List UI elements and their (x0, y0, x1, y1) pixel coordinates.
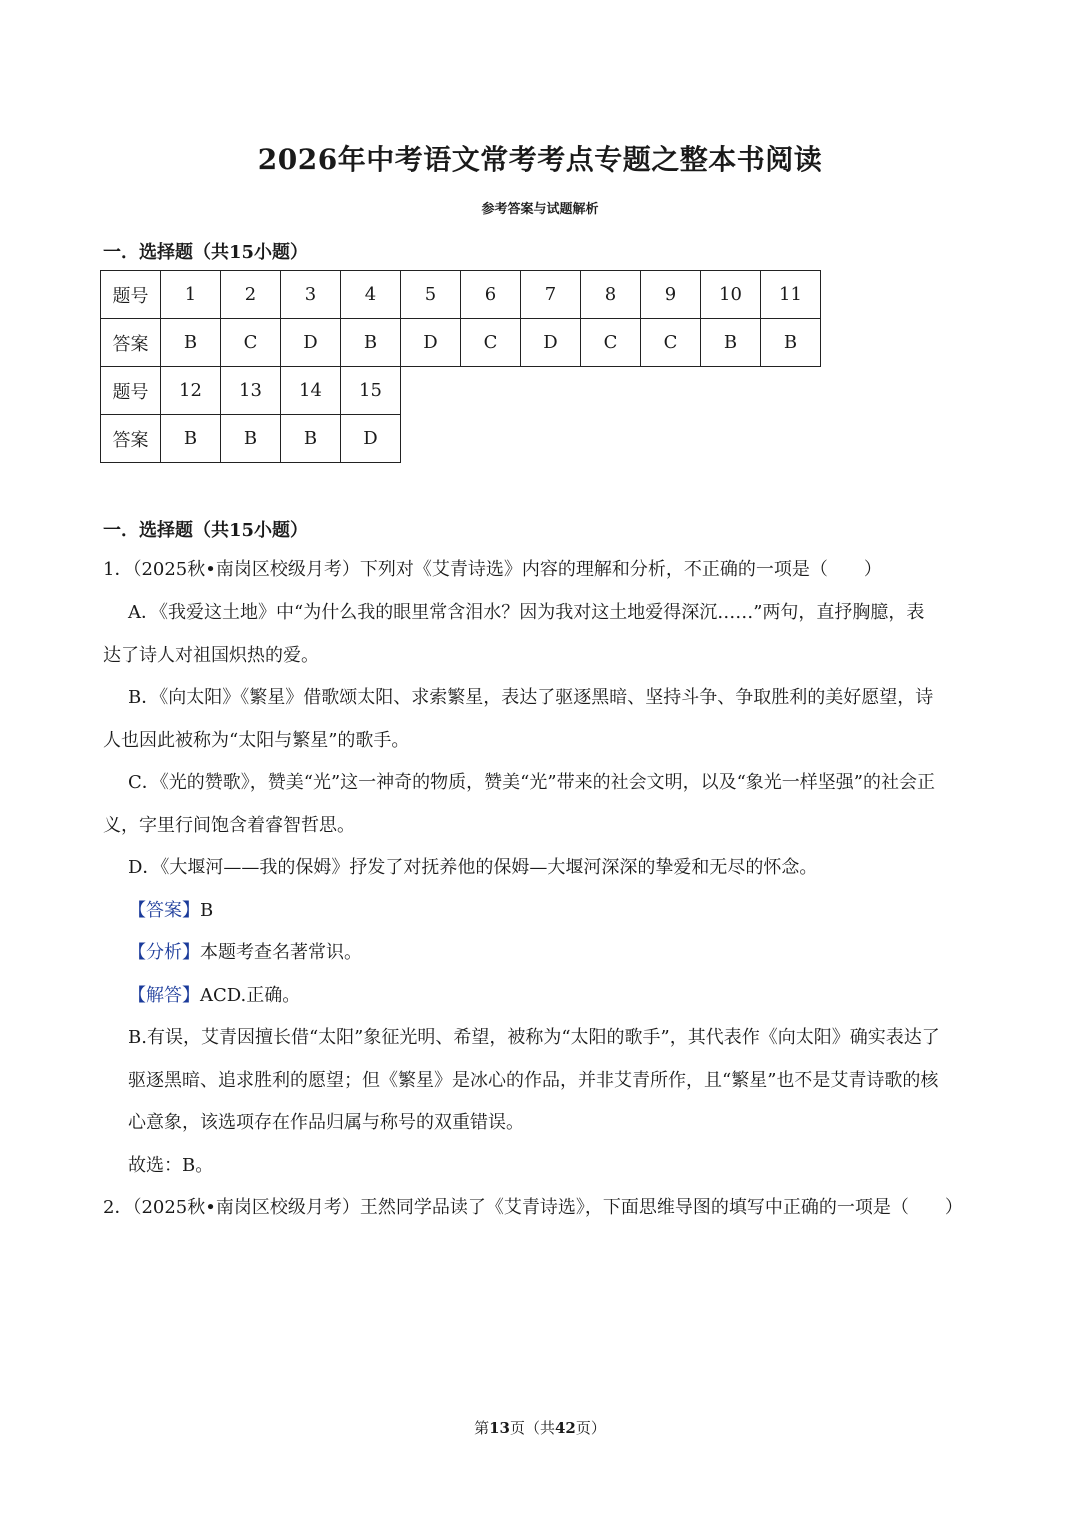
answer-line (128, 899, 1008, 923)
solution-text: ACD.正确。 (200, 985, 301, 1006)
empty-cell (461, 367, 521, 415)
table-cell: B (161, 415, 221, 463)
solution-tag: 【解答】 (128, 985, 200, 1006)
choice-line: 故选：B。 (128, 1155, 214, 1176)
answer-value: B (200, 900, 214, 921)
explanation-line-1: B.有误，艾青因擅长借“太阳”象征光明、希望，被称为“太阳的歌手”，其代表作《向太阳》确实表达了 (128, 1027, 940, 1048)
table-row (101, 415, 821, 463)
empty-cell (581, 367, 641, 415)
analysis-tag: 【分析】 (128, 942, 200, 963)
question-1-stem: 1．（2025秋•南岗区校级月考）下列对《艾青诗选》内容的理解和分析，不正确的一项是（ ） (103, 559, 882, 580)
empty-cell (761, 367, 821, 415)
table-cell: D (341, 415, 401, 463)
question-1-option-c: C．《光的赞歌》，赞美“光”这一神奇的物质，赞美“光”带来的社会文明，以及“象光一样坚强”的社会正 (128, 772, 935, 793)
empty-cell (641, 415, 701, 463)
table-cell: 5 (401, 271, 461, 319)
page-title: 2026年中考语文常考考点专题之整本书阅读 (257, 143, 823, 176)
question-1-option-b-cont: 人也因此被称为“太阳与繁星”的歌手。 (103, 730, 410, 751)
table-cell: C (581, 319, 641, 367)
solution-line (128, 984, 1008, 1008)
footer-middle: 页（共 (509, 1419, 555, 1437)
question-1-option-d: D．《大堰河——我的保姆》抒发了对抚养他的保姆—大堰河深深的挚爱和无尽的怀念。 (128, 857, 818, 878)
question-1-option-b: B．《向太阳》《繁星》借歌颂太阳、求索繁星，表达了驱逐黑暗、坚持斗争、争取胜利的美好愿望，诗 (128, 687, 934, 708)
question-2-stem: 2．（2025秋•南岗区校级月考）王然同学品读了《艾青诗选》，下面思维导图的填写中正确的一项是（ ） (103, 1197, 963, 1218)
table-cell: B (281, 415, 341, 463)
table-cell: C (641, 319, 701, 367)
empty-cell (581, 415, 641, 463)
empty-cell (761, 415, 821, 463)
table-cell: 15 (341, 367, 401, 415)
table-cell: 11 (761, 271, 821, 319)
explanation-line-3: 心意象，该选项存在作品归属与称号的双重错误。 (128, 1112, 524, 1133)
table-cell: 1 (161, 271, 221, 319)
footer-suffix: 页） (575, 1419, 606, 1437)
table-cell: 10 (701, 271, 761, 319)
answer-table (100, 270, 821, 463)
table-cell: D (281, 319, 341, 367)
page-subtitle: 参考答案与试题解析 (481, 202, 599, 217)
table-cell: 7 (521, 271, 581, 319)
table-cell: 13 (221, 367, 281, 415)
footer-total-pages: 42 (555, 1419, 576, 1437)
analysis-text: 本题考查名著常识。 (200, 942, 362, 963)
question-1-option-c-cont: 义，字里行间饱含着睿智哲思。 (103, 815, 355, 836)
table-row (101, 367, 821, 415)
table-cell: 6 (461, 271, 521, 319)
footer-page-number: 13 (489, 1419, 510, 1437)
table-cell: B (221, 415, 281, 463)
table-cell: 12 (161, 367, 221, 415)
empty-cell (401, 415, 461, 463)
footer-prefix: 第 (474, 1419, 490, 1437)
question-1-option-a-cont: 达了诗人对祖国炽热的爱。 (103, 645, 319, 666)
table-cell: 3 (281, 271, 341, 319)
table-cell: 9 (641, 271, 701, 319)
section-heading-2: 一．选择题（共15小题） (103, 520, 309, 541)
table-cell: B (161, 319, 221, 367)
table-cell: B (341, 319, 401, 367)
row-label: 答案 (101, 415, 161, 463)
empty-cell (461, 415, 521, 463)
table-row (101, 319, 821, 367)
row-label: 题号 (101, 271, 161, 319)
section-heading-1: 一．选择题（共15小题） (103, 242, 309, 263)
analysis-line (128, 941, 1008, 965)
table-cell: D (401, 319, 461, 367)
answer-tag: 【答案】 (128, 900, 200, 921)
empty-cell (641, 367, 701, 415)
table-cell: C (221, 319, 281, 367)
row-label: 题号 (101, 367, 161, 415)
table-cell: 14 (281, 367, 341, 415)
empty-cell (401, 367, 461, 415)
empty-cell (521, 367, 581, 415)
table-cell: B (701, 319, 761, 367)
question-1-option-a: A．《我爱这土地》中“为什么我的眼里常含泪水？因为我对这土地爱得深沉……”两句，直抒胸臆，表 (128, 602, 925, 623)
page-footer (0, 1417, 1080, 1438)
table-cell: 8 (581, 271, 641, 319)
table-cell: 4 (341, 271, 401, 319)
empty-cell (701, 367, 761, 415)
table-cell: C (461, 319, 521, 367)
row-label: 答案 (101, 319, 161, 367)
empty-cell (521, 415, 581, 463)
table-row (101, 271, 821, 319)
table-cell: D (521, 319, 581, 367)
table-cell: B (761, 319, 821, 367)
explanation-line-2: 驱逐黑暗、追求胜利的愿望；但《繁星》是冰心的作品，并非艾青所作，且“繁星”也不是艾青诗歌的核 (128, 1070, 939, 1091)
empty-cell (701, 415, 761, 463)
table-cell: 2 (221, 271, 281, 319)
